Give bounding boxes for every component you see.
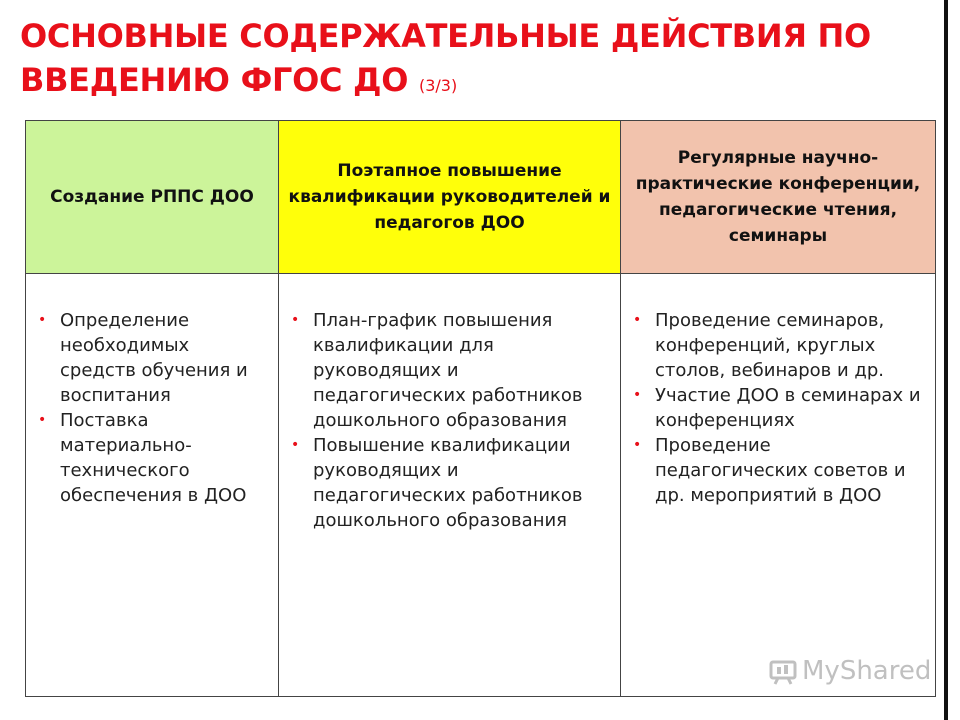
- bullet-icon: •: [291, 312, 300, 328]
- list-item-text: Проведение семинаров, конференций, круглых столов, вебинаров и др.: [655, 310, 885, 381]
- list-item-text: Повышение квалификации руководящих и педагогических работников дошкольного образования: [313, 435, 583, 531]
- slide-title: [20, 14, 930, 108]
- content-cell-qualification: [279, 274, 621, 697]
- list-item: [633, 433, 925, 508]
- list-item-text: Проведение педагогических советов и др. мероприятий в ДОО: [655, 435, 906, 506]
- bullet-icon: •: [633, 312, 642, 328]
- content-row: [26, 274, 936, 697]
- bullet-list: [291, 308, 610, 533]
- watermark: [768, 656, 931, 686]
- list-item: [291, 433, 610, 533]
- bullet-list: [633, 308, 925, 508]
- list-item-text: Поставка материально-технического обеспечения в ДОО: [60, 410, 247, 506]
- header-cell-rpps: Создание РППС ДОО: [26, 121, 279, 274]
- watermark-text: MyShared: [802, 656, 932, 686]
- list-item-text: Определение необходимых средств обучения и воспитания: [60, 310, 248, 406]
- content-cell-conferences: [621, 274, 936, 697]
- list-item: [633, 308, 925, 383]
- list-item: [38, 308, 268, 408]
- list-item: [291, 308, 610, 433]
- right-divider: [944, 0, 948, 720]
- slide-title-part: (3/3): [418, 76, 458, 95]
- header-cell-qualification: Поэтапное повышение квалификации руководителей и педагогов ДОО: [279, 121, 621, 274]
- content-cell-rpps: [26, 274, 279, 697]
- actions-table: [25, 120, 936, 697]
- presentation-icon: [768, 656, 798, 686]
- list-item-text: План-график повышения квалификации для руководящих и педагогических работников дошкольного образования: [313, 310, 583, 431]
- bullet-icon: •: [633, 387, 642, 403]
- list-item-text: Участие ДОО в семинарах и конференциях: [655, 385, 921, 431]
- bullet-icon: •: [38, 412, 47, 428]
- list-item: [38, 408, 268, 508]
- bullet-icon: •: [38, 312, 47, 328]
- list-item: [633, 383, 925, 433]
- bullet-list: [38, 308, 268, 508]
- header-row: [26, 121, 936, 274]
- bullet-icon: •: [291, 437, 300, 453]
- bullet-icon: •: [633, 437, 642, 453]
- header-cell-conferences: Регулярные научно-практические конференции, педагогические чтения, семинары: [621, 121, 936, 274]
- slide-title-main: ОСНОВНЫЕ СОДЕРЖАТЕЛЬНЫЕ ДЕЙСТВИЯ ПО ВВЕДЕНИЮ ФГОС ДО: [20, 17, 871, 99]
